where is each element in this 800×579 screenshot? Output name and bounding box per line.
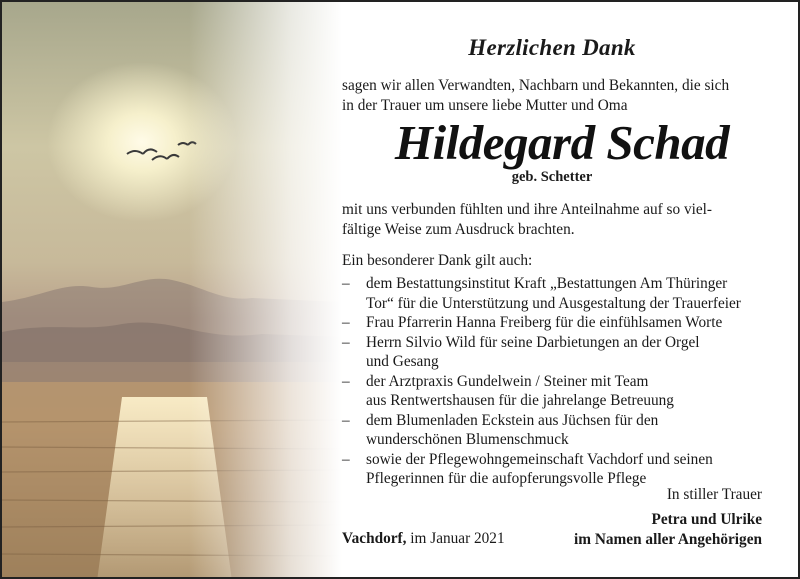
list-line: wunderschönen Blumenschmuck xyxy=(366,431,569,448)
list-line: dem Blumenladen Eckstein aus Jüchsen für den xyxy=(366,411,659,429)
list-item xyxy=(342,411,782,450)
heading: Herzlichen Dank xyxy=(468,35,636,60)
sunset-photo xyxy=(2,2,342,579)
list-line: sowie der Pflegewohngemeinschaft Vachdorf und seinen xyxy=(366,450,713,468)
intro-line: in der Trauer um unsere liebe Mutter und Oma xyxy=(342,97,628,114)
list-line: dem Bestattungsinstitut Kraft „Bestattungen Am Thüringer xyxy=(366,275,728,292)
list-line: und Gesang xyxy=(366,353,439,370)
date: im Januar 2021 xyxy=(410,530,505,547)
text-column xyxy=(342,2,794,579)
mourning-line: In stiller Trauer xyxy=(666,486,762,503)
signers xyxy=(574,510,762,550)
place-date xyxy=(342,530,505,548)
signer-relation: im Namen aller Angehörigen xyxy=(574,531,762,548)
list-line: Pflegerinnen für die aufopferungsvolle Pflege xyxy=(366,470,647,487)
dash-bullet: – xyxy=(342,275,350,292)
list-line: aus Rentwertshausen für die jahrelange Betreuung xyxy=(366,392,674,409)
intro-text xyxy=(342,76,772,116)
dash-bullet: – xyxy=(342,372,350,390)
list-item xyxy=(342,333,782,372)
intro-line: sagen wir allen Verwandten, Nachbarn und Bekannten, die sich xyxy=(342,77,730,94)
list-item xyxy=(342,274,782,313)
dash-bullet: – xyxy=(342,333,350,351)
dash-bullet: – xyxy=(342,411,350,429)
list-line: Herrn Silvio Wild für seine Darbietungen an der Orgel xyxy=(366,333,700,351)
maiden-name: geb. Schetter xyxy=(511,169,593,185)
signer-names: Petra und Ulrike xyxy=(651,511,762,528)
thanks-list xyxy=(342,274,782,489)
connect-line: mit uns verbunden fühlten und ihre Anteilnahme auf so viel- xyxy=(342,201,713,218)
deceased-name: Hildegard Schad xyxy=(394,115,730,170)
list-line: Frau Pfarrerin Hanna Freiberg für die einfühlsamen Worte xyxy=(366,314,723,331)
list-line: der Arztpraxis Gundelwein / Steiner mit Team xyxy=(366,372,649,390)
connect-text xyxy=(342,200,772,240)
list-item xyxy=(342,313,782,333)
list-item xyxy=(342,372,782,411)
list-line: Tor“ für die Unterstützung und Ausgestaltung der Trauerfeier xyxy=(366,294,741,312)
dash-bullet: – xyxy=(342,314,350,331)
list-item xyxy=(342,450,782,489)
special-thanks-intro: Ein besonderer Dank gilt auch: xyxy=(342,252,533,269)
connect-line: fältige Weise zum Ausdruck brachten. xyxy=(342,221,575,238)
dash-bullet: – xyxy=(342,450,350,468)
place: Vachdorf, xyxy=(342,530,407,547)
